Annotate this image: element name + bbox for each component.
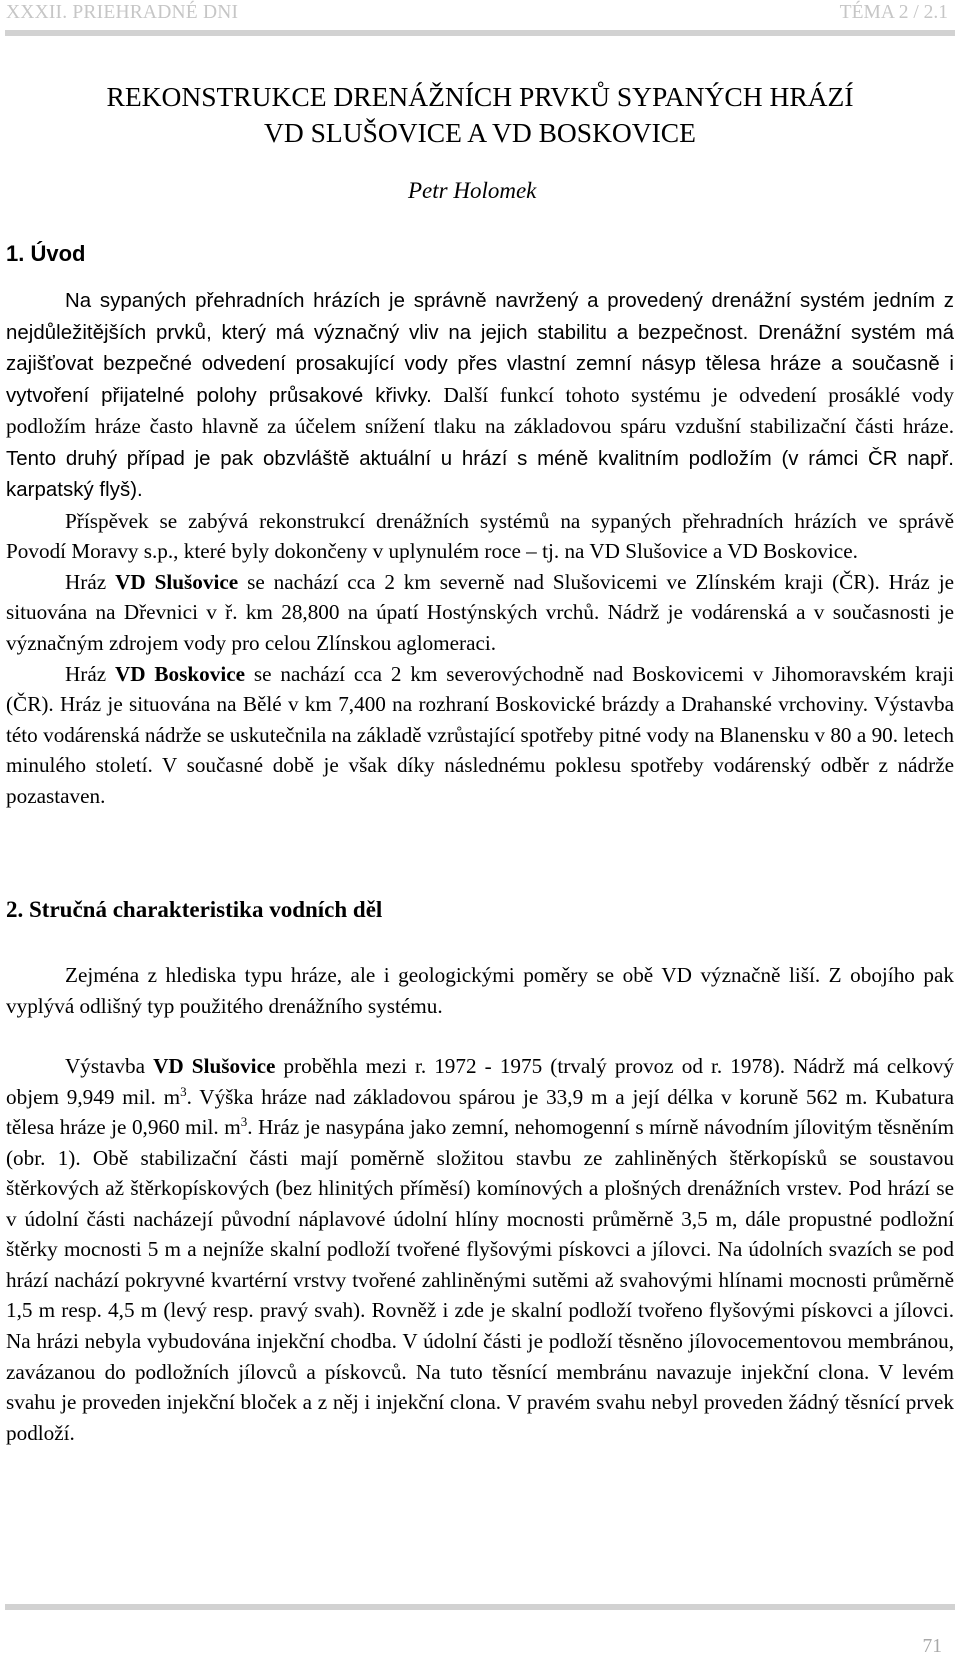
paragraph-gap — [6, 1021, 954, 1051]
paragraph-slusovice-details — [6, 1051, 954, 1448]
dam-name-slusovice: VD Slušovice — [115, 569, 239, 594]
header-rule — [5, 30, 955, 36]
text-span: Hráz — [65, 661, 115, 686]
paragraph-intro-part-a: Na sypaných přehradních hrázích je správně navržený a provedený drenážní systém jedním z nejdůležitějších prvků, který má význačný vliv na jejich stabilitu a bezpečnost. Drenážní systém má zajišťovat bezpečné odvedení prosakující vody přes vlastní zemní násyp tělesa hráze a současně i vytvoření přijatelné polohy průsakové křivky. — [6, 290, 954, 407]
title-line-2: VD SLUŠOVICE A VD BOSKOVICE — [264, 117, 696, 148]
paragraph-intro — [6, 285, 954, 506]
paragraph-slusovice — [6, 567, 954, 659]
footer-rule — [5, 1604, 955, 1610]
text-span: . Hráz je nasypána jako zemní, nehomogenní s mírně návodním jílovitým těsněním (obr. 1). Obě stabilizační části mají poměrně složitou stavbu ze zahliněných štěrkopísků se soustavou štěrkových až štěrkopískových (bez hlinitých příměsí) komínových a plošných drenážních vrstev. Pod hrází se v údolní části nacházejí původní náplavové údolní hlíny mocnosti průměrně 3,5 m, dále propustné podložní štěrky mocnosti 5 m a nejníže skalní podloží tvořené flyšovými pískovci a jílovci. Na údolních svazích se pod hrází nachází pokryvné kvartérní vrstvy tvořené zahliněnými sutěmi až svahovými hlínami mocnosti průměrně 1,5 m resp. 4,5 m (levý resp. pravý svah). Rovněž i zde je skalní podloží tvořeno flyšovými pískovci a jílovci. Na hrázi nebyla vybudována injekční chodba. V údolní části je podloží těsněno jílovocementovou membránou, zavázanou do podložních jílovců a pískovců. Na tuto těsnící membránu navazuje injekční clona. V levém svahu je proveden injekční bloček a z něj i injekční clona. V pravém svahu nebyl proveden žádný těsnící prvek podloží. — [6, 1115, 954, 1445]
section-2-body — [6, 960, 954, 1448]
page-number: 71 — [922, 1636, 942, 1657]
author: Petr Holomek — [408, 178, 537, 203]
text-span: se nachází cca 2 km severovýchodně nad Boskovicemi v Jihomoravském kraji (ČR). Hráz je situována na Bělé v km 7,400 na rozhraní Boskovické brázdy a Drahanské vrchoviny. Výstavba této vodárenská nádrže se uskutečnila na základě vzrůstající spotřeby pitné vody na Blanensku v 80 a 90. letech minulého století. V současné době je však díky následnému poklesu spotřeby vodárenský odběr z nádrže pozastaven. — [6, 661, 954, 808]
paragraph-scope: Příspěvek se zabývá rekonstrukcí drenážních systémů na sypaných přehradních hrázích ve správě Povodí Moravy s.p., které byly dokončeny v uplynulém roce – tj. na VD Slušovice a VD Boskovice. — [6, 508, 954, 564]
superscript: 3 — [240, 1114, 248, 1130]
page-header — [0, 0, 960, 36]
section-1-heading: 1. Úvod — [6, 241, 86, 266]
title-line-1: REKONSTRUKCE DRENÁŽNÍCH PRVKŮ SYPANÝCH HRÁZÍ — [106, 81, 854, 112]
paragraph-intro-part-c: Tento druhý případ je pak obzvláště aktuální u hrází s méně kvalitním podložím (v rámci ČR např. karpatský flyš). — [6, 447, 954, 502]
paragraph-intro-part-b: Další funkcí tohoto systému je odvedení prosáklé vody podložím hráze často hlavně za účelem snížení tlaku na základovou spáru vzdušní stabilizační části hráze. — [6, 382, 954, 439]
header-conference: XXXII. PRIEHRADNÉ DNI — [6, 2, 239, 23]
header-topic: TÉMA 2 / 2.1 — [839, 2, 948, 23]
text-span: proběhla mezi r. 1972 - 1975 (trvalý provoz od r. 1978). Nádrž má celkový objem 9,949 mil. m — [6, 1054, 954, 1109]
paragraph-comparison: Zejména z hlediska typu hráze, ale i geologickými poměry se obě VD význačně liší. Z obojího pak vyplývá odlišný typ použitého drenážního systému. — [6, 963, 954, 1018]
superscript: 3 — [180, 1083, 187, 1099]
section-1-body — [6, 285, 954, 811]
text-span: Hráz — [65, 569, 116, 594]
paragraph-boskovice — [6, 659, 954, 812]
text-span: Výstavba — [65, 1054, 154, 1079]
text-span: se nachází cca 2 km severně nad Slušovicemi ve Zlínském kraji (ČR). Hráz je situována na Dřevnici v ř. km 28,800 na úpatí Hostýnských vrchů. Nádrž je vodárenská a v současnosti je význačným zdrojem vody pro celou Zlínskou aglomeraci. — [6, 569, 955, 656]
dam-name-slusovice-2: VD Slušovice — [153, 1054, 276, 1079]
page-footer — [0, 1604, 960, 1666]
section-2-heading: 2. Stručná charakteristika vodních děl — [6, 897, 383, 922]
text-span: . Výška hráze nad základovou spárou je 33,9 m a její délka v koruně 562 m. Kubatura tělesa hráze je 0,960 mil. m — [6, 1084, 954, 1140]
dam-name-boskovice: VD Boskovice — [115, 661, 246, 686]
